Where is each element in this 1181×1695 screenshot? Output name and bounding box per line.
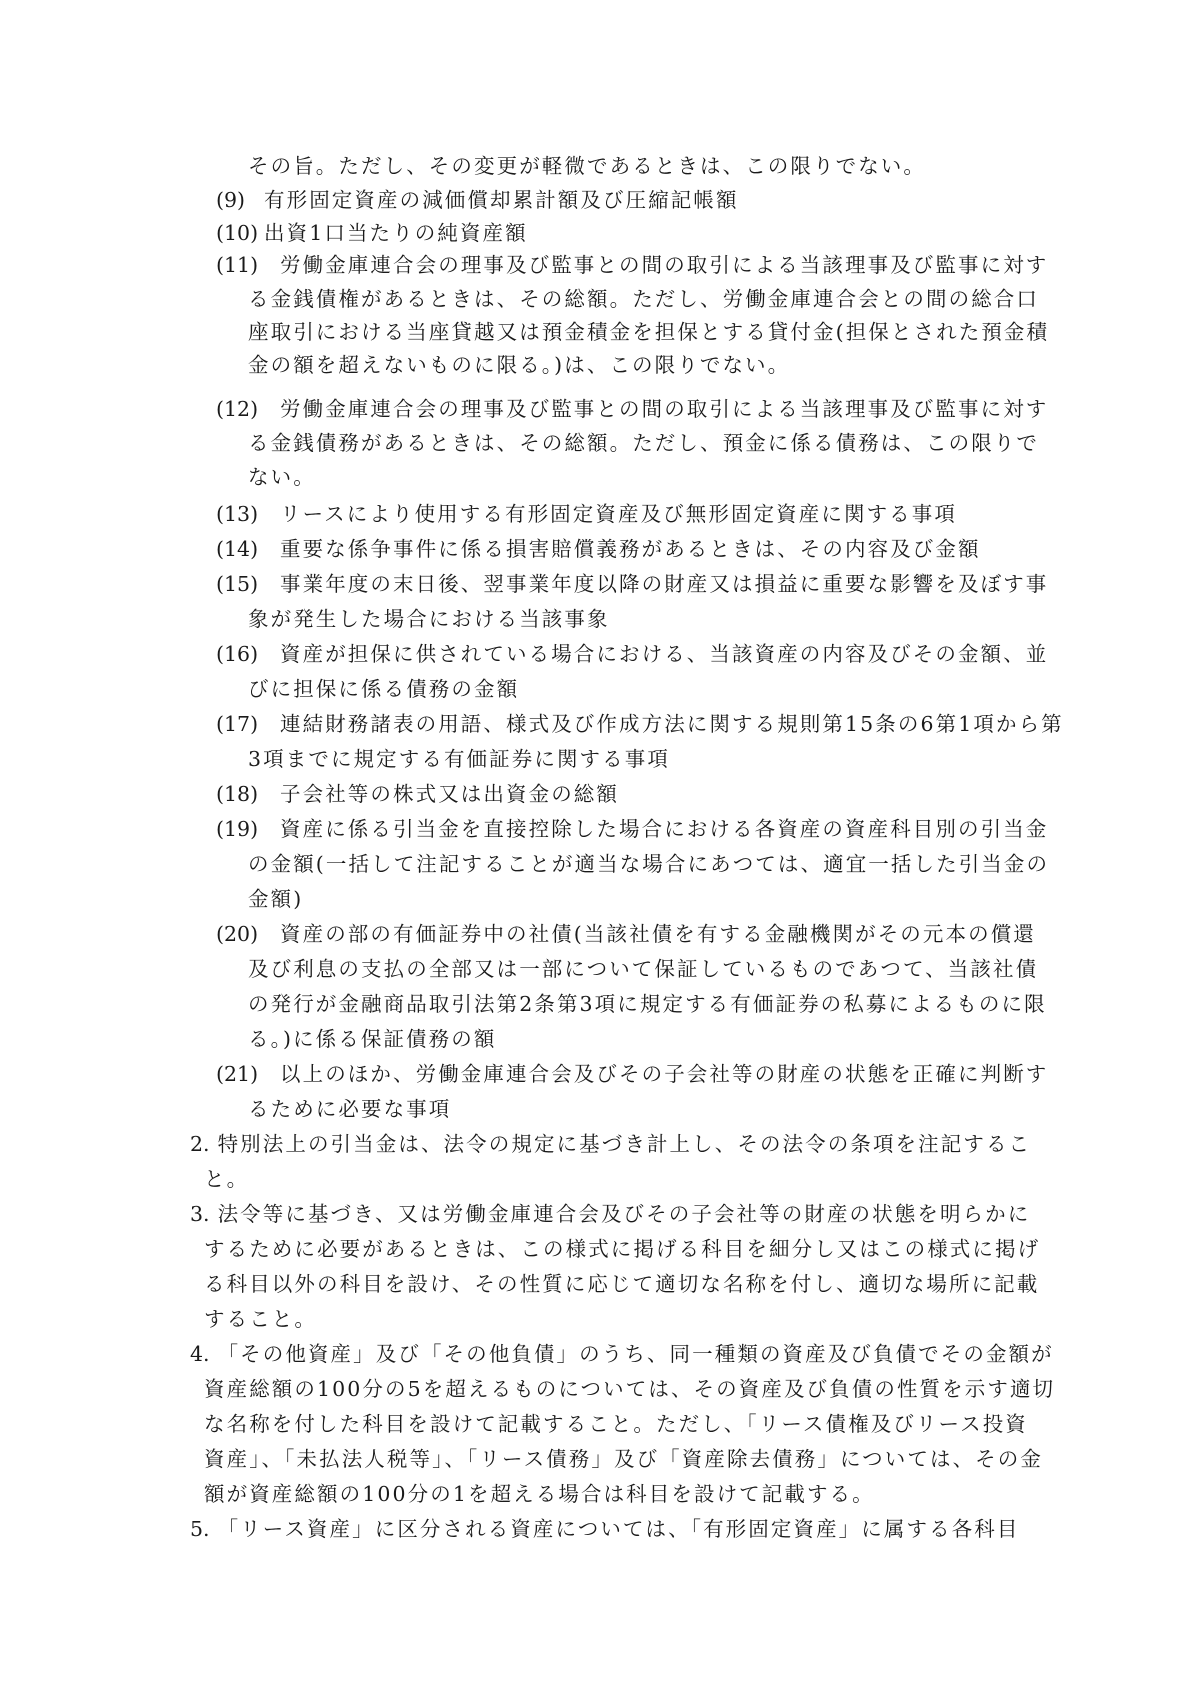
line-text: 事業年度の末日後、翌事業年度以降の財産又は損益に重要な影響を及ぼす事 bbox=[280, 572, 1049, 596]
text-line bbox=[248, 1094, 451, 1124]
line-text: 「その他資産」及び「その他負債」のうち、同一種類の資産及び負債でその金額が bbox=[217, 1342, 1054, 1366]
line-text: の発行が金融商品取引法第2条第3項に規定する有価証券の私募によるものに限 bbox=[248, 992, 1047, 1016]
text-line bbox=[204, 1479, 875, 1509]
note-item-5 bbox=[190, 1514, 1019, 1544]
list-item-14 bbox=[216, 534, 981, 564]
line-text: すること。 bbox=[204, 1307, 317, 1331]
line-text: 法令等に基づき、又は労働金庫連合会及びその子会社等の財産の状態を明らかに bbox=[217, 1202, 1031, 1226]
line-text: 資産が担保に供されている場合における、当該資産の内容及びその金額、並 bbox=[280, 642, 1049, 666]
item-number: (15) bbox=[216, 572, 259, 596]
line-text: な名称を付した科目を設けて記載すること。ただし、「リース債権及びリース投資 bbox=[204, 1412, 1028, 1436]
line-text: 「リース資産」に区分される資産については、「有形固定資産」に属する各科目 bbox=[217, 1517, 1020, 1541]
line-text: と。 bbox=[204, 1167, 250, 1191]
list-item-12 bbox=[216, 394, 1048, 424]
line-text: 連結財務諸表の用語、様式及び作成方法に関する規則第15条の6第1項から第 bbox=[280, 712, 1064, 736]
line-text: 重要な係争事件に係る損害賠償義務があるときは、その内容及び金額 bbox=[280, 537, 981, 561]
list-item-20 bbox=[216, 919, 1036, 949]
line-text: 資産総額の100分の5を超えるものについては、その資産及び負債の性質を示す適切 bbox=[204, 1377, 1056, 1401]
item-number: (20) bbox=[216, 922, 259, 946]
line-text: 有形固定資産の減価償却累計額及び圧縮記帳額 bbox=[264, 188, 739, 212]
line-text: その旨。ただし、その変更が軽微であるときは、この限りでない。 bbox=[248, 154, 926, 178]
text-line bbox=[204, 1374, 1055, 1404]
note-item-2 bbox=[190, 1129, 1031, 1159]
line-text: びに担保に係る債務の金額 bbox=[248, 677, 520, 701]
line-text: 特別法上の引当金は、法令の規定に基づき計上し、その法令の条項を注記するこ bbox=[217, 1132, 1032, 1156]
list-item-21 bbox=[216, 1059, 1048, 1089]
text-line bbox=[204, 1234, 1040, 1264]
line-text: 3項までに規定する有価証券に関する事項 bbox=[248, 747, 670, 771]
text-line bbox=[248, 884, 303, 914]
text-line bbox=[248, 604, 610, 634]
line-text: 金額) bbox=[248, 887, 304, 911]
list-item-10 bbox=[216, 218, 528, 248]
text-line bbox=[248, 151, 926, 181]
line-text: 金の額を超えないものに限る。)は、この限りでない。 bbox=[248, 353, 791, 377]
line-text: リースにより使用する有形固定資産及び無形固定資産に関する事項 bbox=[280, 502, 957, 526]
item-number: (19) bbox=[216, 817, 259, 841]
line-text: 座取引における当座貸越又は預金積金を担保とする貸付金(担保とされた預金積 bbox=[248, 320, 1050, 344]
line-text: 労働金庫連合会の理事及び監事との間の取引による当該理事及び監事に対す bbox=[280, 253, 1049, 277]
line-text: 資産の部の有価証券中の社債(当該社債を有する金融機関がその元本の償還 bbox=[280, 922, 1036, 946]
item-number: (14) bbox=[216, 537, 259, 561]
text-line bbox=[248, 674, 519, 704]
line-text: る科目以外の科目を設け、その性質に応じて適切な名称を付し、適切な場所に記載 bbox=[204, 1272, 1040, 1296]
text-line bbox=[248, 989, 1047, 1019]
text-line bbox=[248, 849, 1049, 879]
list-item-19 bbox=[216, 814, 1048, 844]
item-number: (16) bbox=[216, 642, 259, 666]
item-number: (11) bbox=[216, 253, 259, 277]
text-line bbox=[248, 462, 316, 492]
item-number: 4. bbox=[190, 1342, 210, 1366]
item-number: (21) bbox=[216, 1062, 259, 1086]
line-text: 額が資産総額の100分の1を超える場合は科目を設けて記載する。 bbox=[204, 1482, 875, 1506]
line-text: 出資1口当たりの純資産額 bbox=[264, 221, 528, 245]
line-text: 子会社等の株式又は出資金の総額 bbox=[280, 782, 619, 806]
list-item-15 bbox=[216, 569, 1048, 599]
list-item-17 bbox=[216, 709, 1064, 739]
item-number: 5. bbox=[190, 1517, 210, 1541]
item-number: 2. bbox=[190, 1132, 210, 1156]
line-text: る金銭債務があるときは、その総額。ただし、預金に係る債務は、この限りで bbox=[248, 431, 1039, 455]
line-text: 及び利息の支払の全部又は一部について保証しているものであつて、当該社債 bbox=[248, 957, 1039, 981]
list-item-16 bbox=[216, 639, 1048, 669]
text-line bbox=[204, 1269, 1039, 1299]
text-line bbox=[204, 1409, 1028, 1439]
line-text: するために必要があるときは、この様式に掲げる科目を細分し又はこの様式に掲げ bbox=[204, 1237, 1041, 1261]
text-line bbox=[248, 317, 1049, 347]
text-line bbox=[204, 1304, 317, 1334]
line-text: 資産に係る引当金を直接控除した場合における各資産の資産科目別の引当金 bbox=[280, 817, 1049, 841]
line-text: 以上のほか、労働金庫連合会及びその子会社等の財産の状態を正確に判断す bbox=[280, 1062, 1049, 1086]
line-text: 労働金庫連合会の理事及び監事との間の取引による当該理事及び監事に対す bbox=[280, 397, 1049, 421]
line-text: る。)に係る保証債務の額 bbox=[248, 1027, 497, 1051]
text-line bbox=[248, 954, 1038, 984]
note-item-4 bbox=[190, 1339, 1054, 1369]
line-text: る金銭債権があるときは、その総額。ただし、労働金庫連合会との間の総合口 bbox=[248, 287, 1039, 311]
item-number: 3. bbox=[190, 1202, 210, 1226]
list-item-11 bbox=[216, 250, 1048, 280]
item-number: (18) bbox=[216, 782, 259, 806]
text-line bbox=[204, 1164, 249, 1194]
text-line bbox=[248, 284, 1039, 314]
text-line bbox=[248, 744, 670, 774]
item-number: (9) bbox=[216, 188, 246, 212]
text-line bbox=[248, 428, 1039, 458]
item-number: (10) bbox=[216, 221, 259, 245]
text-line bbox=[248, 1024, 496, 1054]
item-number: (17) bbox=[216, 712, 259, 736]
line-text: の金額(一括して注記することが適当な場合にあつては、適宜一括した引当金の bbox=[248, 852, 1050, 876]
item-number: (13) bbox=[216, 502, 259, 526]
text-line bbox=[204, 1444, 1043, 1474]
list-item-9 bbox=[216, 185, 739, 215]
item-number: (12) bbox=[216, 397, 259, 421]
line-text: 象が発生した場合における当該事象 bbox=[248, 607, 610, 631]
line-text: ない。 bbox=[248, 465, 316, 489]
line-text: るために必要な事項 bbox=[248, 1097, 452, 1121]
list-item-13 bbox=[216, 499, 957, 529]
line-text: 資産」、「未払法人税等」、「リース債務」及び「資産除去債務」については、その金 bbox=[204, 1447, 1043, 1471]
text-line bbox=[248, 350, 790, 380]
note-item-3 bbox=[190, 1199, 1030, 1229]
list-item-18 bbox=[216, 779, 619, 809]
